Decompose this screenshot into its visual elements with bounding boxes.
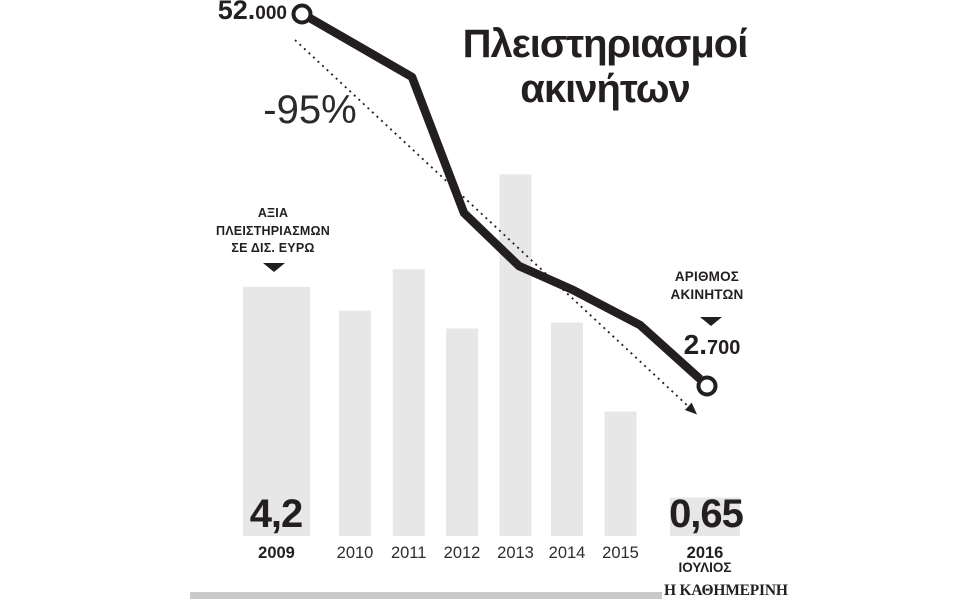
source-credit: Η ΚΑΘΗΜΕΡΙΝΗ (664, 582, 788, 599)
bar-2015 (605, 412, 637, 537)
x-tick-2016-sub: ΙΟΥΛΙΟΣ (678, 560, 732, 575)
bar-2010 (339, 311, 371, 536)
bar-2014 (551, 323, 583, 537)
line-start-value-sub: 000 (255, 3, 287, 24)
bar-2011 (393, 269, 425, 536)
x-tick-2015: 2015 (602, 544, 639, 562)
line-end-value-sub: 700 (706, 337, 741, 359)
x-tick-2014: 2014 (548, 544, 586, 562)
line-series-label-line2: ΑΚΙΝΗΤΩΝ (670, 287, 744, 302)
chart-title-line1: Πλειστηριασμοί (462, 22, 748, 66)
chart-title (445, 22, 765, 112)
bar-value-2009: 4,2 (249, 492, 303, 536)
line-start-value (150, 0, 287, 26)
bars-pointer-icon (263, 263, 285, 272)
x-tick-2010: 2010 (336, 544, 374, 562)
bars-series-label-line1: ΑΞΙΑ (257, 206, 289, 220)
bars-series-label-line3: ΣΕ ΔΙΣ. ΕΥΡΩ (231, 241, 315, 255)
line-start-marker (294, 6, 311, 23)
percent-change-label: -95% (263, 88, 357, 132)
x-tick-2012: 2012 (443, 544, 481, 562)
line-end-marker (699, 378, 716, 395)
chart-title-line2: ακινήτων (520, 67, 690, 111)
line-pointer-icon (700, 317, 722, 326)
bar-2012 (446, 329, 478, 537)
bars-series-label-line2: ΠΛΕΙΣΤΗΡΙΑΣΜΩΝ (216, 223, 330, 238)
footer-divider (190, 592, 662, 599)
x-tick-2016: 2016 (686, 544, 724, 562)
line-end-value-main: 2. (683, 329, 707, 360)
x-tick-2011: 2011 (390, 544, 427, 562)
bars-series-label (193, 205, 353, 258)
x-tick-2013: 2013 (497, 544, 534, 562)
x-tick-2009: 2009 (258, 544, 295, 562)
line-series-label (627, 268, 787, 304)
bar-2013 (500, 174, 532, 536)
line-start-value-main: 52. (217, 0, 256, 25)
bar-value-2016: 0,65 (669, 492, 743, 536)
line-end-value (632, 329, 792, 361)
line-series-label-line1: ΑΡΙΘΜΟΣ (674, 269, 740, 284)
